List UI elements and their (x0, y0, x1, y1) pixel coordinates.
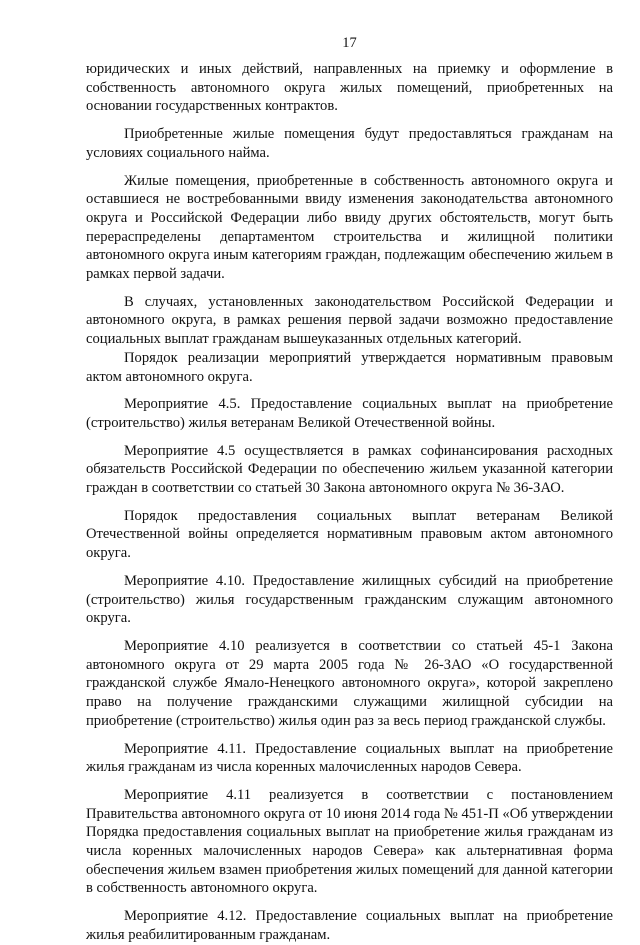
paragraph-measure-4-11-title: Мероприятие 4.11. Предоставление социальных выплат на приобретение жилья гражданам из числа коренных малочисленных народов Севера. (86, 740, 613, 776)
paragraph-measure-4-10-title: Мероприятие 4.10. Предоставление жилищных субсидий на приобретение (строительство) жилья государственным гражданским служащим автономного округа. (86, 572, 613, 627)
paragraph-measure-4-10-body: Мероприятие 4.10 реализуется в соответствии со статьей 45-1 Закона автономного округа от 29 марта 2005 года № 26-ЗАО «О государственной гражданской службе Ямало-Ненецкого автономного округа», которой закреплено право на получение гражданскими служащими жилищной субсидии на приобретение (строительство) жилья один раз за весь период гражданской службы. (86, 637, 613, 729)
document-body (86, 60, 613, 945)
paragraph-procedure: Порядок реализации мероприятий утверждается нормативным правовым актом автономного округа. (86, 349, 613, 385)
paragraph-measure-4-12-title: Мероприятие 4.12. Предоставление социальных выплат на приобретение жилья реабилитированным гражданам. (86, 908, 613, 943)
paragraph-redistribution: Жилые помещения, приобретенные в собственность автономного округа и оставшиеся не востребованными ввиду изменения законодательства автономного округа и Российской Федерации либо ввиду других обстоятельств, могут быть перераспределены департаментом строительства и жилищной политики автономного округа иным категориям граждан, подлежащим обеспечению жильем в рамках первой задачи. (86, 172, 613, 283)
paragraph-measure-4-5-body: Мероприятие 4.5 осуществляется в рамках софинансирования расходных обязательств Российской Федерации по обеспечению жильем указанной категории граждан в соответствии со статьей 30 Закона автономного округа № 36-ЗАО. (86, 442, 613, 497)
paragraph-contracts: юридических и иных действий, направленных на приемку и оформление в собственность автономного округа жилых помещений, приобретенных на основании государственных контрактов. (86, 61, 613, 115)
paragraph-measure-4-5-title: Мероприятие 4.5. Предоставление социальных выплат на приобретение (строительство) жилья ветеранам Великой Отечественной войны. (86, 396, 613, 431)
paragraph-social-rent: Приобретенные жилые помещения будут предоставляться гражданам на условиях социального найма. (86, 126, 613, 161)
paragraph-measure-4-11-body: Мероприятие 4.11 реализуется в соответствии с постановлением Правительства автономного округа от 10 июня 2014 года № 451-П «Об утверждении Порядка предоставления социальных выплат на приобретение жилья гражданам из числа коренных малочисленных народов Севера» как альтернативная форма обеспечения жильем взамен приобретения жилых помещений для данной категории в собственность автономного округа. (86, 786, 613, 897)
page-number: 17 (342, 35, 357, 51)
paragraph-veterans-procedure: Порядок предоставления социальных выплат ветеранам Великой Отечественной войны определяется нормативным правовым актом автономного округа. (86, 507, 613, 562)
paragraph-social-payments: В случаях, установленных законодательством Российской Федерации и автономного округа, в рамках решения первой задачи возможно предоставление социальных выплат гражданам вышеуказанных отдельных категорий. (86, 293, 613, 348)
